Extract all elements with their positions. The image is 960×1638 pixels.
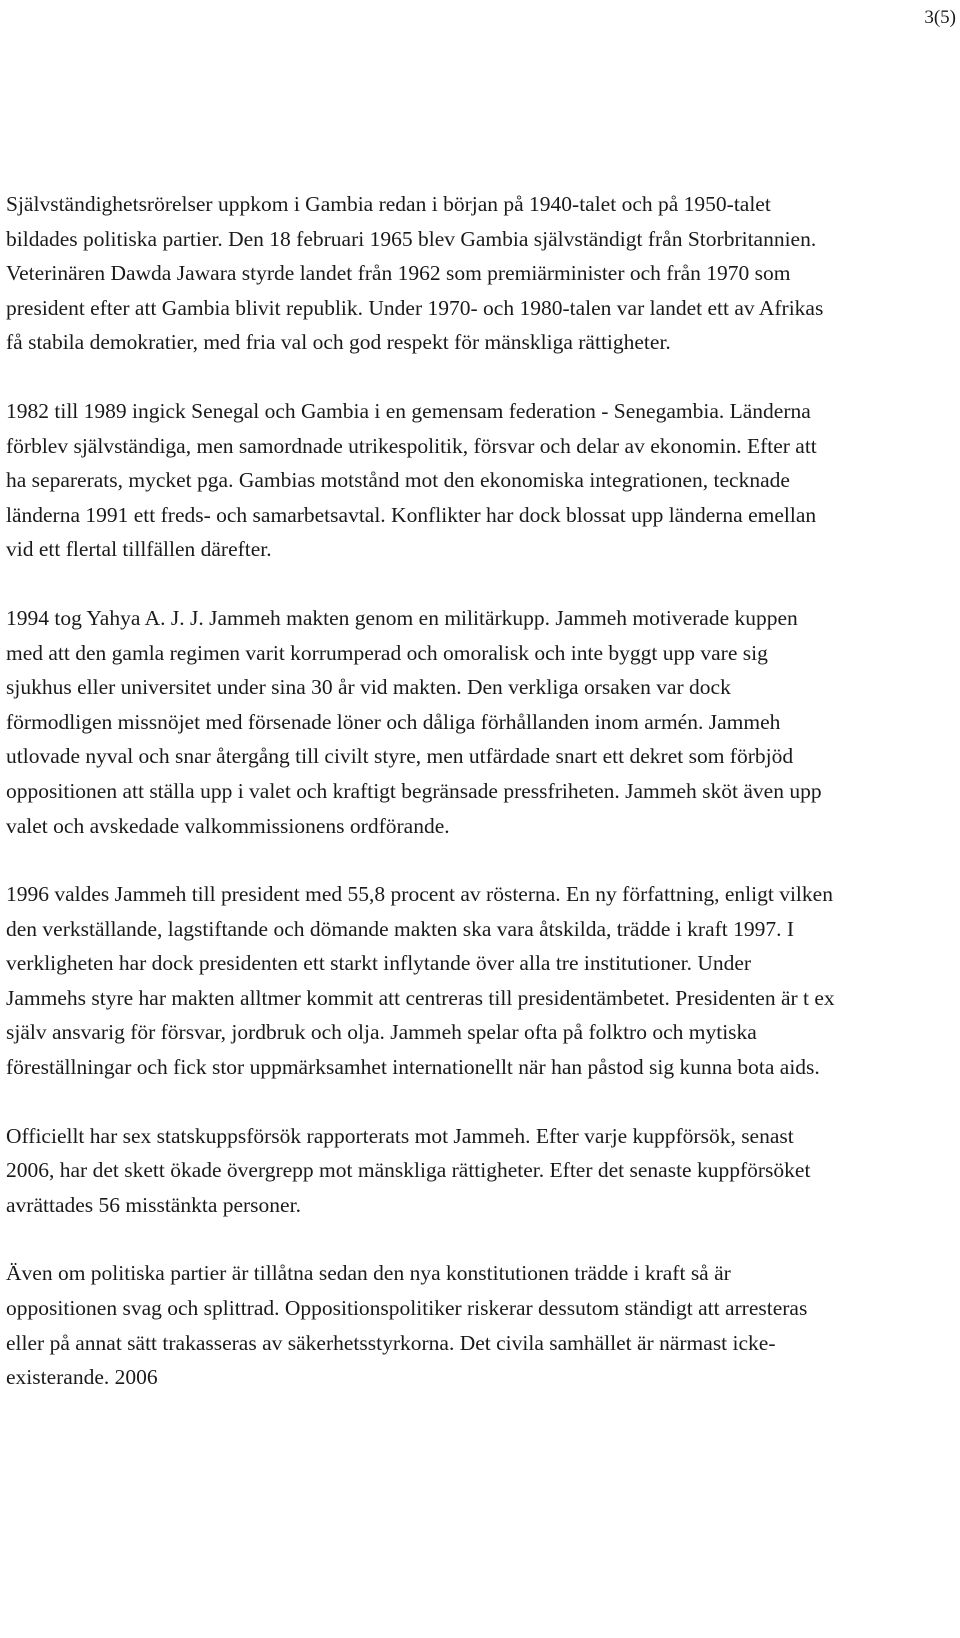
paragraph-opposition: Även om politiska partier är tillåtna sedan den nya konstitutionen trädde i kraft så är oppositionen svag och splittrad. Oppositionspolitiker riskerar dessutom ständigt att arresteras eller på annat sätt trakasseras av säkerhetsstyrkorna. Det civila samhället är närmast icke-existerande. 2006	[6, 1261, 808, 1390]
paragraph-coup-attempts: Officiellt har sex statskuppsförsök rapporterats mot Jammeh. Efter varje kuppförsök, senast 2006, har det skett ökade övergrepp mot mänskliga rättigheter. Efter det senaste kuppförsöket avrättades 56 misstänkta personer.	[6, 1123, 811, 1217]
paragraph-independence: Självständighetsrörelser uppkom i Gambia redan i början på 1940-talet och på 1950-talet bildades politiska partier. Den 18 februari 1965 blev Gambia självständigt från Storbritannien. Veterinären Dawda Jawara styrde landet från 1962 som premiärminister och från 1970 som president efter att Gambia blivit republik. Under 1970- och 1980-talen var landet ett av Afrikas få stabila demokratier, med fria val och god respekt för mänskliga rättigheter.	[6, 192, 824, 355]
paragraph-election-1996: 1996 valdes Jammeh till president med 55,8 procent av rösterna. En ny författning, enligt vilken den verkställande, lagstiftande och dömande makten ska vara åtskilda, trädde i kraft 1997. I verkligheten har dock presidenten ett starkt inflytande över alla tre institutioner. Under Jammehs styre har makten alltmer kommit att centreras till presidentämbetet. Presidenten är t ex själv ansvarig för försvar, jordbruk och olja. Jammeh spelar ofta på folktro och mytiska föreställningar och fick stor uppmärksamhet internationellt när han påstod sig kunna bota aids.	[6, 882, 835, 1080]
paragraph-senegambia: 1982 till 1989 ingick Senegal och Gambia i en gemensam federation - Senegambia. Länderna förblev självständiga, men samordnade utrikespolitik, försvar och delar av ekonomin. Efter att ha separerats, mycket pga. Gambias motstånd mot den ekonomiska integrationen, tecknade länderna 1991 ett freds- och samarbetsavtal. Konflikter har dock blossat upp länderna emellan vid ett flertal tillfällen därefter.	[6, 398, 817, 562]
page-number: 3(5)	[924, 7, 956, 28]
paragraph-coup-1994: 1994 tog Yahya A. J. J. Jammeh makten genom en militärkupp. Jammeh motiverade kuppen med att den gamla regimen varit korrumperad och omoralisk och inte byggt upp vare sig sjukhus eller universitet under sina 30 år vid makten. Den verkliga orsaken var dock förmodligen missnöjet med försenade löner och dåliga förhållanden inom armén. Jammeh utlovade nyval och snar återgång till civilt styre, men utfärdade snart ett dekret som förbjöd oppositionen att ställa upp i valet och kraftigt begränsade pressfriheten. Jammeh sköt även upp valet och avskedade valkommissionens ordförande.	[6, 605, 822, 838]
document-body	[6, 187, 836, 1395]
